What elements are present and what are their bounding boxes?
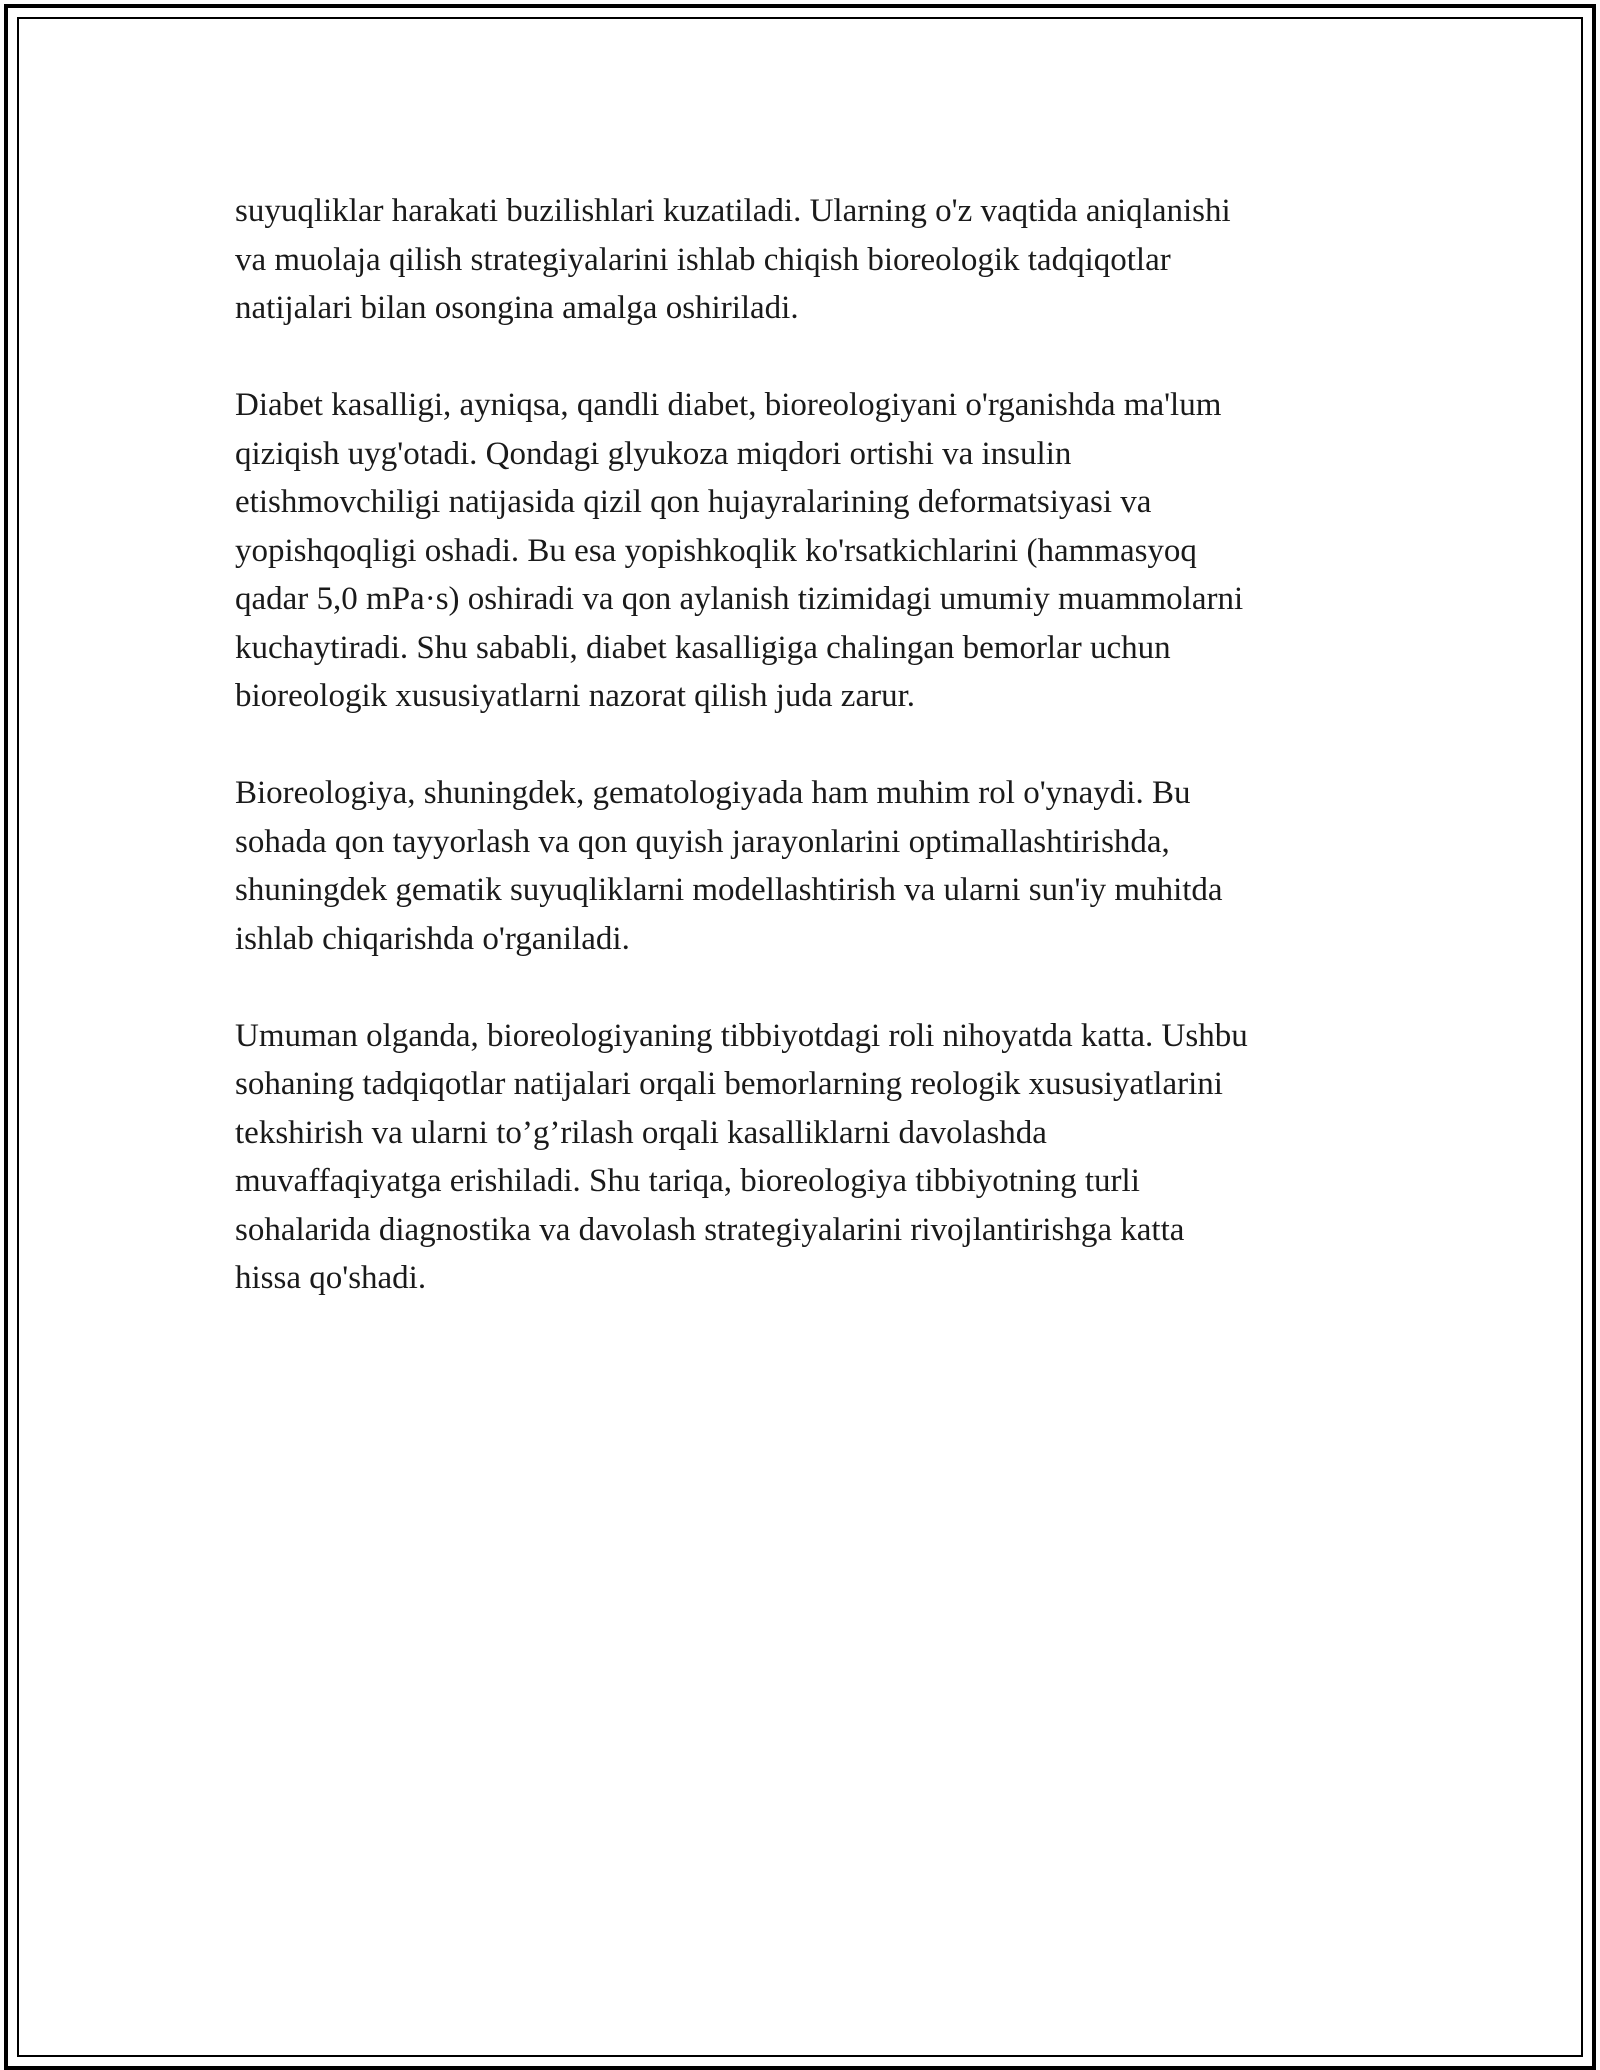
paragraph-4 [235,1012,1375,1303]
text-line: suyuqliklar harakati buzilishlari kuzatiladi. Ularning o'z vaqtida aniqlanishi [235,193,1231,229]
text-line: hissa qo'shadi. [235,1260,427,1296]
paragraph-2 [235,381,1375,721]
text-line: yopishqoqligi oshadi. Bu esa yopishkoqlik ko'rsatkichlarini (hammasyoq [235,532,1197,569]
text-line: shuningdek gematik suyuqliklarni modellashtirish va ularni sun'iy muhitda [235,872,1223,908]
text-line: bioreologik xususiyatlarni nazorat qilish juda zarur. [235,678,915,714]
text-line: kuchaytiradi. Shu sababli, diabet kasalligiga chalingan bemorlar uchun [235,629,1171,666]
text-line: ishlab chiqarishda o'rganiladi. [235,920,630,957]
text-line: Diabet kasalligi, ayniqsa, qandli diabet, bioreologiyani o'rganishda ma'lum [235,387,1222,423]
document-body [235,187,1375,1351]
text-line: sohada qon tayyorlash va qon quyish jarayonlarini optimallashtirishda, [235,823,1170,860]
paragraph-3 [235,769,1375,963]
text-line: va muolaja qilish strategiyalarini ishlab chiqish bioreologik tadqiqotlar [235,241,1171,278]
text-line: sohaning tadqiqotlar natijalari orqali bemorlarning reologik xususiyatlarini [235,1066,1223,1102]
text-line: etishmovchiligi natijasida qizil qon hujayralarining deformatsiyasi va [235,484,1152,520]
text-line: sohalarida diagnostika va davolash strategiyalarini rivojlantirishga katta [235,1211,1185,1248]
text-line: muvaffaqiyatga erishiladi. Shu tariqa, bioreologiya tibbiyotning turli [235,1163,1140,1199]
text-line: Bioreologiya, shuningdek, gematologiyada ham muhim rol o'ynaydi. Bu [235,775,1191,811]
text-line: qadar 5,0 mPa·s) oshiradi va qon aylanish tizimidagi umumiy muammolarni [235,581,1244,617]
text-line: natijalari bilan osongina amalga oshiriladi. [235,290,799,326]
text-line: Umuman olganda, bioreologiyaning tibbiyotdagi roli nihoyatda katta. Ushbu [235,1017,1248,1054]
text-line: qiziqish uyg'otadi. Qondagi glyukoza miqdori ortishi va insulin [235,435,1072,472]
text-line: tekshirish va ularni to’g’rilash orqali kasalliklarni davolashda [235,1114,1047,1151]
paragraph-1 [235,187,1375,333]
